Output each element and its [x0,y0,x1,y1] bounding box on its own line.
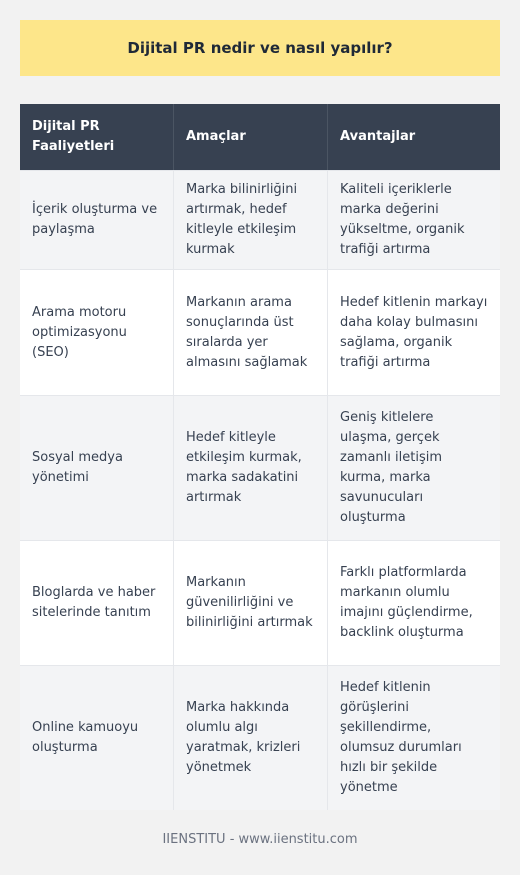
table-header-row [20,104,500,170]
header-advantages: Avantajlar [340,129,416,144]
cell-activity: İçerik oluşturma ve paylaşma [20,171,174,269]
cell-advantage: Geniş kitlelere ulaşma, gerçek zamanlı iletişim kurma, marka savunucuları oluşturma [328,396,500,540]
cell-goal: Hedef kitleyle etkileşim kurmak, marka sadakatini artırmak [174,396,328,540]
footer-credit: IIENSTITU - www.iienstitu.com [162,832,358,847]
cell-goal: Marka hakkında olumlu algı yaratmak, krizleri yönetmek [174,666,328,810]
table-row [20,269,500,395]
cell-advantage: Kaliteli içeriklerle marka değerini yükseltme, organik trafiği artırma [328,171,500,269]
cell-goal: Markanın güvenilirliğini ve bilinirliğini artırmak [174,541,328,665]
header-goals: Amaçlar [174,104,328,170]
table-row [20,540,500,665]
cell-advantage: Hedef kitlenin görüşlerini şekillendirme, olumsuz durumları hızlı bir şekilde yönetme [328,666,500,810]
header-activities: Dijital PR Faaliyetleri [20,104,174,170]
pr-activities-table [20,104,500,810]
cell-goal: Markanın arama sonuçlarında üst sıralarda yer almasını sağlamak [174,270,328,395]
cell-advantage: Hedef kitlenin markayı daha kolay bulmasını sağlama, organik trafiği artırma [328,270,500,395]
table-row [20,170,500,269]
cell-activity: Online kamuoyu oluşturma [20,666,174,810]
table-row [20,395,500,540]
page-title-banner [20,20,500,76]
cell-activity: Bloglarda ve haber sitelerinde tanıtım [20,541,174,665]
cell-activity: Arama motoru optimizasyonu (SEO) [20,270,174,395]
table-row [20,665,500,810]
page-title: Dijital PR nedir ve nasıl yapılır? [127,39,393,57]
cell-activity: Sosyal medya yönetimi [20,396,174,540]
cell-goal: Marka bilinirliğini artırmak, hedef kitleyle etkileşim kurmak [174,171,328,269]
cell-advantage: Farklı platformlarda markanın olumlu imajını güçlendirme, backlink oluşturma [328,541,500,665]
